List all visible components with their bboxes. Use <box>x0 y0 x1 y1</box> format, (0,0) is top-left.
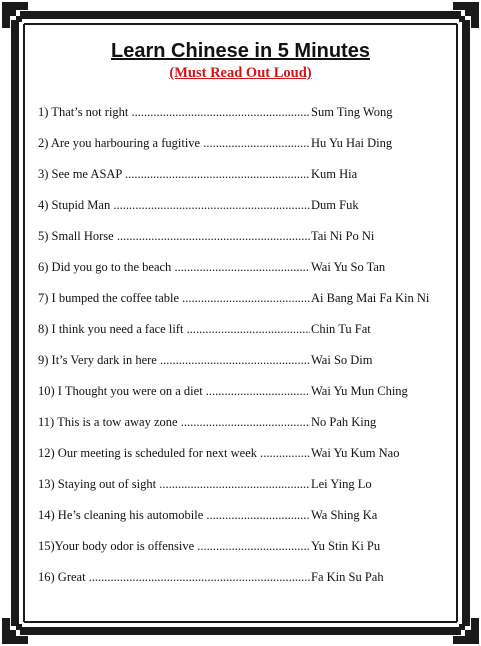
list-item <box>38 288 448 308</box>
translation-text: Fa Kin Su Pah <box>311 570 384 584</box>
phrase-text: 10) I Thought you were on a diet ..... <box>38 381 310 401</box>
translation-text: Hu Yu Hai Ding <box>311 136 393 150</box>
border-bar-bottom <box>20 627 461 635</box>
phrase-text: 3) See me ASAP ..... <box>38 164 310 184</box>
corner-ornament-icon <box>2 618 28 644</box>
list-item <box>38 381 448 401</box>
border-bar-top <box>20 11 461 19</box>
border-bar-right <box>462 20 470 626</box>
border-bar-left <box>11 20 19 626</box>
phrase-text: 8) I think you need a face lift ..... <box>38 319 310 339</box>
list-item <box>38 567 448 587</box>
corner-ornament-icon <box>453 2 479 28</box>
translation-text: Ai Bang Mai Fa Kin Ni <box>311 291 430 305</box>
border-line-top <box>24 23 457 25</box>
border-line-bottom <box>24 621 457 623</box>
corner-ornament-icon <box>453 618 479 644</box>
translation-text: Lei Ying Lo <box>311 477 372 491</box>
phrase-text: 6) Did you go to the beach ..... <box>38 257 310 277</box>
translation-text: Sum Ting Wong <box>311 105 393 119</box>
translation-text: Wa Shing Ka <box>311 508 378 522</box>
translation-text: Tai Ni Po Ni <box>311 229 375 243</box>
phrase-text: 4) Stupid Man ..... <box>38 195 310 215</box>
translation-text: Chin Tu Fat <box>311 322 371 336</box>
phrase-text: 13) Staying out of sight ..... <box>38 474 310 494</box>
page-subtitle: (Must Read Out Loud) <box>169 65 312 81</box>
list-item <box>38 412 448 432</box>
translation-text: Dum Fuk <box>311 198 359 212</box>
list-item <box>38 257 448 277</box>
list-item <box>38 350 448 370</box>
corner-ornament-icon <box>2 2 28 28</box>
phrase-text: 1) That’s not right ..... <box>38 102 310 122</box>
phrase-text: 2) Are you harbouring a fugitive ..... <box>38 133 310 153</box>
list-item <box>38 536 448 556</box>
phrase-text: 7) I bumped the coffee table ..... <box>38 288 310 308</box>
phrase-text: 14) He’s cleaning his automobile ..... <box>38 505 310 525</box>
list-item <box>38 226 448 246</box>
border-line-right <box>456 24 458 622</box>
list-item <box>38 505 448 525</box>
border-line-left <box>23 24 25 622</box>
phrase-text: 16) Great ..... <box>38 567 310 587</box>
list-item <box>38 164 448 184</box>
phrase-text: 9) It’s Very dark in here ..... <box>38 350 310 370</box>
list-item <box>38 133 448 153</box>
list-item <box>38 474 448 494</box>
list-item <box>38 443 448 463</box>
list-item <box>38 319 448 339</box>
translation-text: Wai So Dim <box>311 353 373 367</box>
phrase-text: 5) Small Horse ..... <box>38 226 310 246</box>
list-item <box>38 195 448 215</box>
translation-text: Wai Yu Kum Nao <box>311 446 400 460</box>
translation-text: Yu Stin Ki Pu <box>311 539 381 553</box>
phrase-text: 11) This is a tow away zone ..... <box>38 412 310 432</box>
page-title: Learn Chinese in 5 Minutes <box>111 40 370 62</box>
translation-text: No Pah King <box>311 415 377 429</box>
phrase-text: 12) Our meeting is scheduled for next week ..... <box>38 443 310 463</box>
list-item <box>38 102 448 122</box>
phrase-text: 15)Your body odor is offensive ..... <box>38 536 310 556</box>
translation-text: Wai Yu So Tan <box>311 260 386 274</box>
translation-text: Kum Hia <box>311 167 358 181</box>
translation-text: Wai Yu Mun Ching <box>311 384 408 398</box>
